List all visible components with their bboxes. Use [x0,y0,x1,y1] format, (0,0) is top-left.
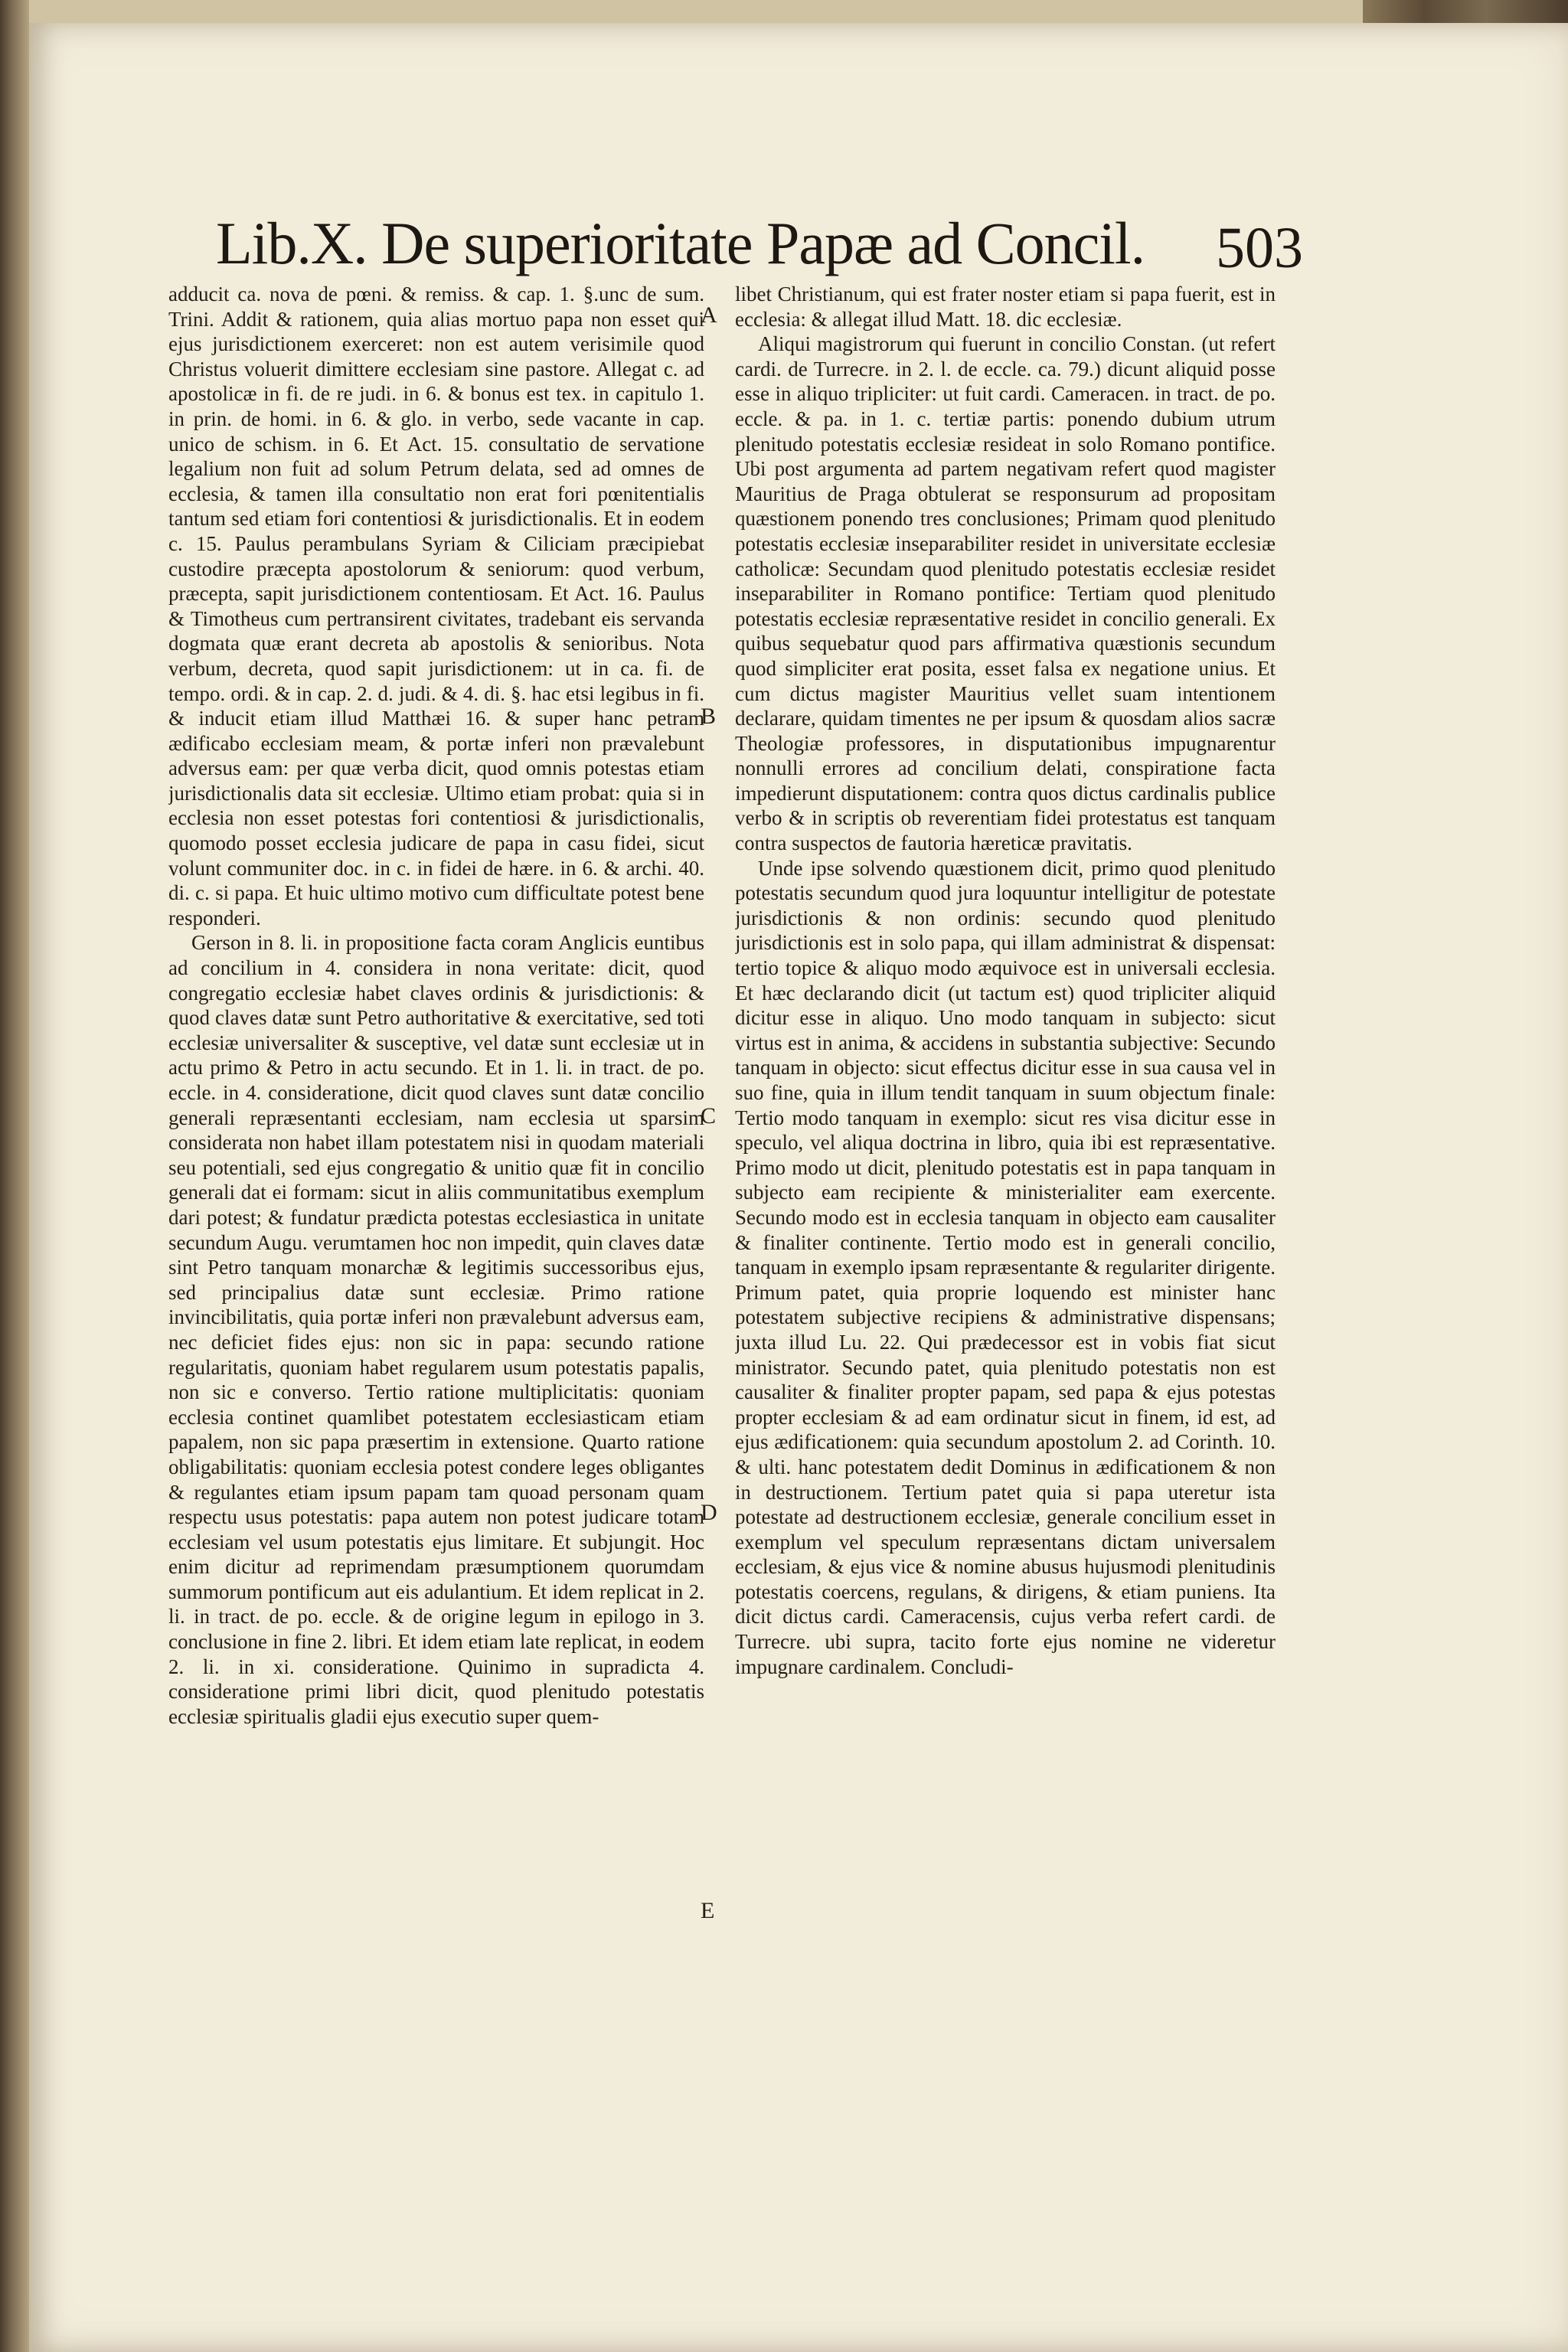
running-head-title: Lib.X. De superioritate Papæ ad Concil. [216,210,1145,276]
right-paragraph-1: libet Christianum, qui est frater noster etiam si papa fuerit, est in ecclesia: & allegat illud Matt. 18. dic ecclesiæ. [735,283,1276,331]
left-column [168,282,704,2303]
margin-letter-c: C [701,1103,717,1129]
right-column [735,282,1276,2303]
book-binding [0,0,29,2352]
right-paragraph-3: Unde ipse solvendo quæstionem dicit, primo quod plenitudo potestatis secundum quod jura loquuntur intelligitur de potestate jurisdictionis & non ordinis: secundo quod plenitudo jurisdictionis est in solo papa, qui illam administrat & dispensat: tertio topice & aliquo modo æquivoce est in universali ecclesia. Et hæc declarando dicit (ut tactum est) quod tripliciter aliquid dicitur esse in aliquo. Uno modo tanquam in subjecto: sicut virtus est in anima, & accidens in substantia subjective: Secundo tanquam in objecto: sicut effectus dicitur esse in sua causa vel in suo fine, quia in illum tendit tanquam in suum objectum finale: Tertio modo tanquam in exemplo: sicut res visa dicitur esse in speculo, vel aliqua doctrina in libro, quia ibi est repræsentative. Primo modo ut dicit, plenitudo potestatis est in papa tanquam in subjecto eam recipiente & ministerialiter eam exercente. Secundo modo est in ecclesia tanquam in objecto eam causaliter & finaliter continente. Tertio modo est in generali concilio, tanquam in exemplo ipsam repræsentante & regulariter dirigente. Primum patet, quia proprie loquendo est minister hanc potestatem subjective recipiens & administrative dispensans; juxta illud Lu. 22. Qui prædecessor est in vobis fiat sicut ministrator. Secundo patet, quia plenitudo potestatis non est causaliter & finaliter propter papam, sed papa & ejus potestas propter ecclesiam & ad eam ordinatur sicut in finem, id est, ad ejus ædificationem: quia secundum apostolum 2. ad Corinth. 10. & ulti. hanc potestatem dedit Dominus in ædificationem & non in destructionem. Tertium patet quia si papa uteretur ista potestate ad destructionem ecclesiæ, generale concilium esset in exemplum vel speculum repræsentans dictam universalem ecclesiam, & ejus vice & nomine abusus hujusmodi plenitudinis potestatis coercens, regulans, & dirigens, & etiam puniens. Ita dicit dictus cardi. Cameracensis, cujus verba refert cardi. de Turrecre. ubi supra, tacito forte ejus nomine ne videretur impugnare cardinalem. Concludi- [735,856,1276,1678]
margin-letter-b: B [701,704,717,729]
margin-letter-e: E [701,1898,715,1923]
running-head [216,207,1303,280]
left-paragraph-2: Gerson in 8. li. in propositione facta coram Anglicis euntibus ad concilium in 4. considera in nona veritate: dicit, quod congregatio ecclesiæ habet claves ordinis & jurisdictionis: & quod claves datæ sunt Petro authoritative & exercitative, sed toti ecclesiæ universaliter & susceptive, vel datæ sunt ecclesiæ ut in actu primo & Petro in actu secundo. Et in 1. li. in tract. de po. eccle. in 4. consideratione, dicit quod claves sunt datæ concilio generali repræsentanti ecclesiam, nam ecclesia ut sparsim considerata non habet illam potestatem nisi in quodam materiali seu potentiali, sed ejus congregatio & unitio quæ fit in concilio generali dat ei formam: sicut in aliis communitatibus exemplum dari potest; & fundatur prædicta potestas ecclesiastica in unitate secundum Augu. verumtamen hoc non impedit, quin claves datæ sint Petro tanquam monarchæ & legitimis successoribus ejus, sed principalius datæ sunt ecclesiæ. Primo ratione invincibilitatis, quia portæ inferi non prævalebunt adversus eam, nec deficiet fides ejus: non sic in papa: secundo ratione regularitatis, quoniam habet regularem usum potestatis papalis, non sic e converso. Tertio ratione multiplicitatis: quoniam ecclesia continet quamlibet potestatem ecclesiasticam etiam papalem, non sic papa præsertim in extensione. Quarto ratione obligabilitatis: quoniam ecclesia potest condere leges obligantes & regulantes etiam ipsum papam tam quoad personam quam respectu usus potestatis: papa autem non potest judicare totam ecclesiam vel usum potestatis ejus limitare. Et subjungit. Hoc enim dicitur ad reprimendam præsumptionem quorumdam summorum pontificum aut eis adulantium. Et idem replicat in 2. li. in tract. de po. eccle. & de origine legum in epilogo in 3. conclusione in fine 2. libri. Et idem etiam late replicat, in eodem 2. li. in xi. consideratione. Quinimo in supradicta 4. consideratione primi libri dicit, quod plenitudo potestatis ecclesiæ spiritualis gladii ejus executio super quem- [168,931,704,1728]
margin-letter-d: D [701,1500,717,1525]
left-paragraph-1: adducit ca. nova de pœni. & remiss. & cap. 1. §.unc de sum. Trini. Addit & rationem, quia alias mortuo papa non esset qui ejus jurisdictionem exerceret: non est autem verisimile quod Christus voluerit dimittere ecclesiam sine pastore. Allegat c. ad apostolicæ in fi. de re judi. in 6. & bonus est tex. in capitulo 1. in prin. de homi. in 6. & glo. in verbo, sede vacante in cap. unico de schism. in 6. Et Act. 15. consultatio de servatione legalium non fuit ad solum Petrum delata, sed ad omnes de ecclesia, & tamen illa consultatio non erat fori pœnitentialis tantum sed etiam fori contentiosi & jurisdictionalis. Et in eodem c. 15. Paulus perambulans Syriam & Ciliciam præcipiebat custodire præcepta apostolorum & seniorum: quod verbum, præcepta, sapit jurisdictionem contentiosam. Et Act. 16. Paulus & Timotheus cum pertransirent civitates, tradebant eis servanda dogmata quæ erant decreta ab apostolis & senioribus. Nota verbum, decreta, quod sapit jurisdictionem: ut in ca. fi. de tempo. ordi. & in cap. 2. d. judi. & 4. di. §. hac etsi legibus in fi. & inducit etiam illud Matthæi 16. & super hanc petram ædificabo ecclesiam meam, & portæ inferi non prævalebunt adversus eam: per quæ verba dicit, quod omnis potestas etiam jurisdictionalis data sit ecclesiæ. Ultimo etiam probat: quia si in ecclesia non esset potestas fori contentiosi & jurisdictionalis, quomodo posset ecclesia judicare de papa in casu fidei, sicut volunt communiter doc. in c. in fidei de hære. in 6. & archi. 40. di. c. si papa. Et huic ultimo motivo cum difficultate potest bene responderi. [168,283,704,929]
right-paragraph-2: Aliqui magistrorum qui fuerunt in concilio Constan. (ut refert cardi. de Turrecre. in 2. l. de eccle. ca. 79.) dicunt aliquid posse esse in aliquo tripliciter: ut fuit cardi. Cameracen. in tract. de po. eccle. & pa. in 1. c. tertiæ partis: ponendo dubium utrum plenitudo potestatis ecclesiæ resideat in solo Romano pontifice. Ubi post argumenta ad partem negativam refert quod magister Mauritius de Praga obtulerat se responsurum ad propositam quæstionem ponendo tres conclusiones; Primam quod plenitudo potestatis ecclesiæ inseparabiliter residet in universitate ecclesiæ catholicæ: Secundam quod plenitudo potestatis ecclesiæ residet inseparabiliter in Romano pontifice: Tertiam quod plenitudo potestatis ecclesiæ repræsentative residet in concilio generali. Ex quibus sequebatur quod pars affirmativa quæstionis secundum quod simpliciter erat posita, esset falsa ex negatione unius. Et cum dictus magister Mauritius vellet suam intentionem declarare, quidam timentes ne per ipsum & quosdam alios sacræ Theologiæ professores, in disputationibus impugnarentur nonnulli errores ad concilium delati, conspiratione facta impedierunt disputationem: contra quos dictus cardinalis publice verbo & in scriptis ob reverentiam fidei protestatus est tanquam contra suspectos de fautoria hæreticæ pravitatis. [735,332,1276,855]
margin-letter-a: A [701,302,717,328]
page-number: 503 [1216,216,1303,280]
